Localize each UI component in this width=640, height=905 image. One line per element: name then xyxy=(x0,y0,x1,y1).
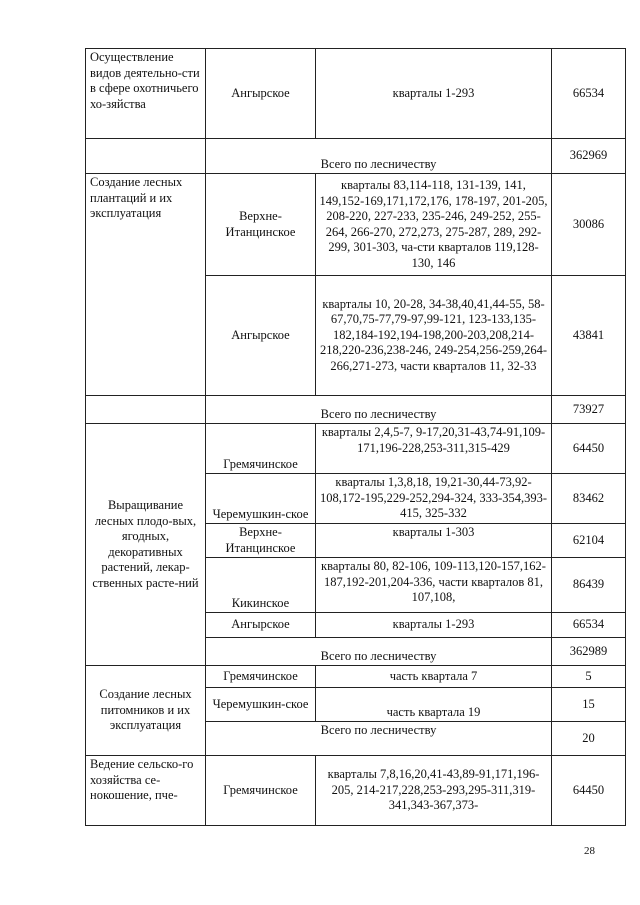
quarters-cell: кварталы 83,114-118, 131-139, 141, 149,152-169,171,172,176, 178-197, 201-205, 208-220, 227-233, 235-246, 249-252, 255-264, 266-270, 272,273, 275-287, 289, 292-299, 301-303, ча-сти кварталов 119,128-130, 146 xyxy=(316,174,552,276)
total-label: Всего по лесничеству xyxy=(206,638,552,666)
area-cell: 86439 xyxy=(552,558,626,613)
forestry-cell: Гремячинское xyxy=(206,756,316,826)
total-value: 73927 xyxy=(552,396,626,424)
table-row xyxy=(86,49,626,139)
total-row xyxy=(86,139,626,174)
quarters-cell: кварталы 7,8,16,20,41-43,89-91,171,196-205, 214-217,228,253-293,295-311,319-341,343-367,373- xyxy=(316,756,552,826)
quarters-cell: кварталы 1-293 xyxy=(316,49,552,139)
total-label: Всего по лесничеству xyxy=(206,396,552,424)
forestry-cell: Кикинское xyxy=(206,558,316,613)
forestry-cell: Верхне-Итанцинское xyxy=(206,174,316,276)
quarters-cell: часть квартала 7 xyxy=(316,666,552,688)
total-value: 362989 xyxy=(552,638,626,666)
activity-cell: Ведение сельско-го хозяйства се-нокошение, пче- xyxy=(86,756,206,826)
activity-cell: Создание лесных питомников и их эксплуатация xyxy=(86,666,206,756)
activity-cell: Осуществление видов деятельно-сти в сфере охотничьего хо-зяйства xyxy=(86,49,206,139)
activity-cell: Выращивание лесных плодо-вых, ягодных, декоративных растений, лекар-ственных расте-ний xyxy=(86,424,206,666)
quarters-cell: кварталы 80, 82-106, 109-113,120-157,162-187,192-201,204-336, части кварталов 81, 107,108, xyxy=(316,558,552,613)
area-cell: 83462 xyxy=(552,474,626,524)
document-page xyxy=(85,48,625,826)
area-cell: 62104 xyxy=(552,524,626,558)
empty-cell xyxy=(86,396,206,424)
quarters-cell: кварталы 2,4,5-7, 9-17,20,31-43,74-91,109-171,196-228,253-311,315-429 xyxy=(316,424,552,474)
quarters-cell: кварталы 10, 20-28, 34-38,40,41,44-55, 58-67,70,75-77,79-97,99-121, 123-133,135-182,184-192,194-198,200-203,208,214-218,220-236,238-246, 249-254,256-259,264-266,271-273, части кварталов 11, 32-33 xyxy=(316,276,552,396)
area-cell: 15 xyxy=(552,688,626,722)
forestry-cell: Ангырское xyxy=(206,276,316,396)
table-row xyxy=(86,424,626,474)
total-value: 362969 xyxy=(552,139,626,174)
total-row xyxy=(86,396,626,424)
area-cell: 64450 xyxy=(552,756,626,826)
page-number: 28 xyxy=(584,845,595,857)
quarters-cell: часть квартала 19 xyxy=(316,688,552,722)
area-cell: 66534 xyxy=(552,613,626,638)
forestry-cell: Верхне-Итанцинское xyxy=(206,524,316,558)
forestry-cell: Гремячинское xyxy=(206,666,316,688)
total-value: 20 xyxy=(552,722,626,756)
forestry-cell: Гремячинское xyxy=(206,424,316,474)
empty-cell xyxy=(86,139,206,174)
quarters-cell: кварталы 1-303 xyxy=(316,524,552,558)
table-row xyxy=(86,666,626,688)
area-cell: 66534 xyxy=(552,49,626,139)
activity-cell: Создание лесных плантаций и их эксплуатация xyxy=(86,174,206,396)
forestry-cell: Черемушкин-ское xyxy=(206,474,316,524)
table-row xyxy=(86,756,626,826)
area-cell: 5 xyxy=(552,666,626,688)
forestry-cell: Ангырское xyxy=(206,49,316,139)
total-label: Всего по лесничеству xyxy=(206,722,552,756)
forestry-cell: Черемушкин-ское xyxy=(206,688,316,722)
forestry-cell: Ангырское xyxy=(206,613,316,638)
area-cell: 43841 xyxy=(552,276,626,396)
total-label: Всего по лесничеству xyxy=(206,139,552,174)
area-cell: 64450 xyxy=(552,424,626,474)
quarters-cell: кварталы 1-293 xyxy=(316,613,552,638)
land-use-table xyxy=(85,48,626,826)
quarters-cell: кварталы 1,3,8,18, 19,21-30,44-73,92-108,172-195,229-252,294-324, 333-354,393-415, 325-332 xyxy=(316,474,552,524)
area-cell: 30086 xyxy=(552,174,626,276)
table-row xyxy=(86,174,626,276)
